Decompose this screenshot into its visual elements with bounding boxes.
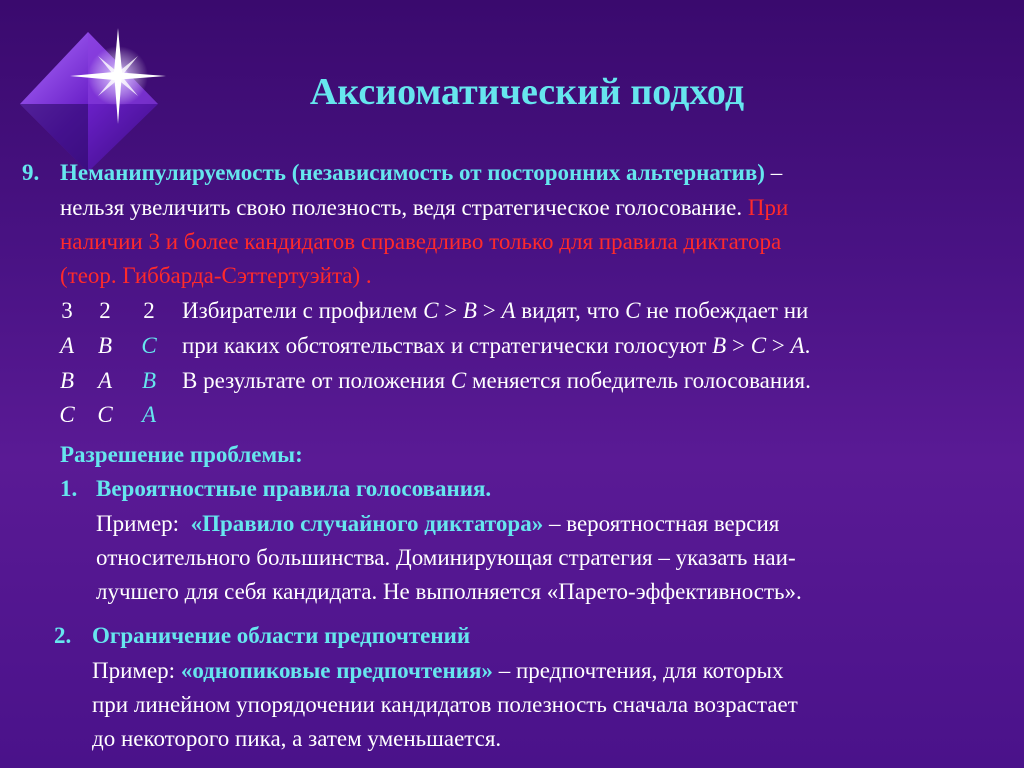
resolution-heading: Разрешение проблемы: [60,442,303,467]
profile-cell: 2 [99,298,111,323]
candidate-a: A [501,298,516,323]
profile-cell: B [97,333,113,358]
gt-sign: > [476,298,502,323]
candidate-c: C [625,298,641,323]
candidate-c: C [750,333,767,358]
item9-line2 [60,193,788,223]
item-number-2: 2. [54,623,72,648]
example-label: Пример: [96,511,180,536]
example-name: «Правило случайного диктатора» [190,511,544,536]
candidate-a: A [790,333,805,358]
profile-cell: C [97,402,113,427]
gt-sign: > [726,333,751,358]
candidate-c: C [423,298,439,323]
item1-heading: Вероятностные правила голосования. [96,476,492,501]
profile-cell: A [59,333,75,358]
item-number-9: 9. [22,160,40,185]
profile-cell: A [141,402,157,427]
example-name: «однопиковые предпочтения» [180,658,493,683]
gt-sign: > [766,333,791,358]
example-line2 [182,331,810,361]
item2-line2: при линейном упорядочении кандидатов полезность сначала возрастает [92,692,798,717]
item1-line3: лучшего для себя кандидата. Не выполняется «Парето-эффективность». [96,579,802,604]
text-span: меняется победитель голосования. [466,368,811,393]
item9-dash: – [764,160,783,185]
item2-heading: Ограничение области предпочтений [92,623,471,648]
item-number-1: 1. [60,476,78,501]
profile-cell: B [141,368,157,393]
text-span: . [804,333,811,358]
profile-cell: B [59,368,75,393]
item2-example-line [92,656,784,686]
candidate-b: B [712,333,727,358]
text-span: В результате от положения [182,368,451,393]
text-span: – вероятностная версия [543,511,780,536]
item1-line2: относительного большинства. Доминирующая стратегия – указать наи- [96,545,796,570]
item2-line3: до некоторого пика, а затем уменьшается. [92,726,502,751]
text-span: – предпочтения, для которых [492,658,784,683]
item9-line2-text: нельзя увеличить свою полезность, ведя стратегическое голосование. [60,195,748,220]
item9-line3: наличии 3 и более кандидатов справедливо только для правила диктатора [60,229,782,254]
profile-cell: C [59,402,75,427]
item9-line4: (теор. Гиббарда-Сэттертуэйта) . [60,263,372,288]
item9-heading-line [60,158,782,188]
gt-sign: > [438,298,463,323]
profile-cell: 3 [61,298,73,323]
text-span: видят, что [515,298,626,323]
profile-cell: 2 [143,298,155,323]
item1-example-line [96,509,779,539]
candidate-b: B [462,298,477,323]
example-line1 [182,296,808,326]
example-label: Пример: [92,658,176,683]
item9-line2-red: При [747,195,789,220]
page-title: Аксиоматический подход [309,71,745,113]
text-span: не побеждает ни [640,298,809,323]
example-line3 [182,366,811,396]
profile-cell: C [141,333,157,358]
profile-cell: A [97,368,113,393]
text-span: Избиратели с профилем [182,298,424,323]
text-span: при каких обстоятельствах и стратегически голосуют [182,333,713,358]
candidate-c: C [450,368,467,393]
item9-heading: Неманипулируемость (независимость от посторонних альтернатив) [60,160,765,185]
